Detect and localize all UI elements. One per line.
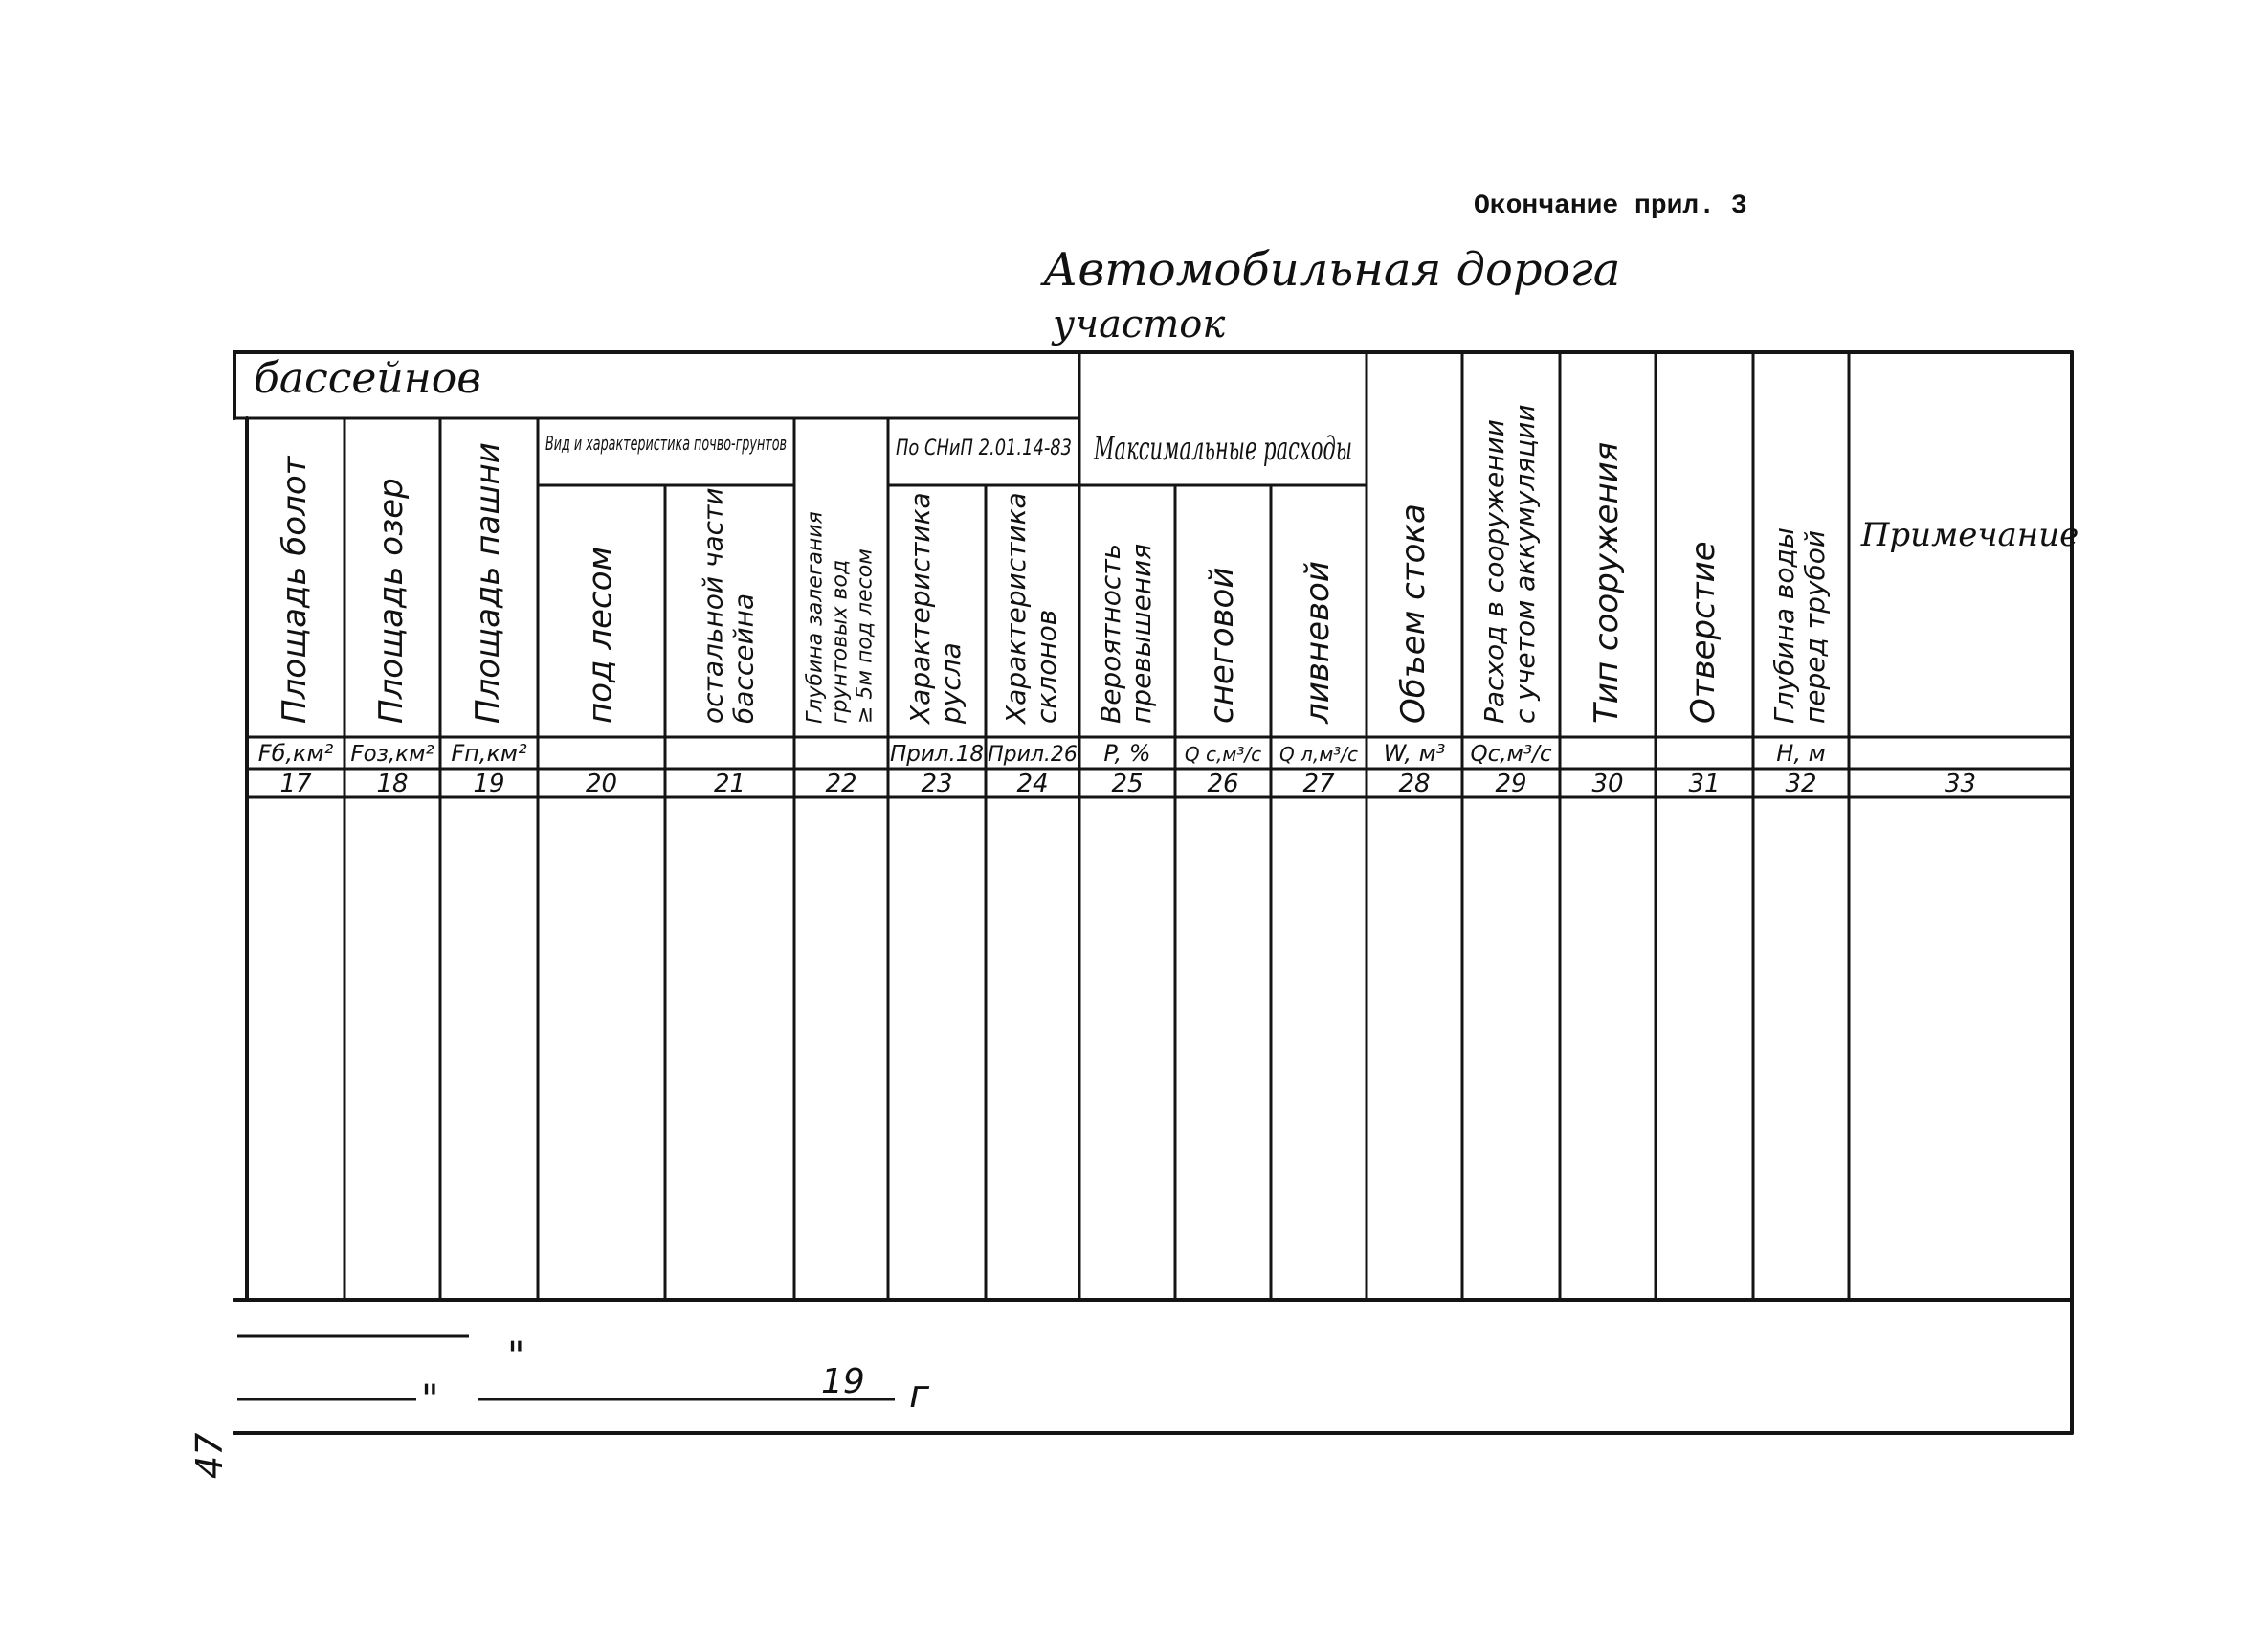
column-number: 19 <box>473 770 505 798</box>
column-header-label: бассейна <box>727 593 760 724</box>
column-header-label: Тип сооружения <box>1587 441 1626 724</box>
column-header-label: склонов <box>1030 609 1062 724</box>
column-number: 20 <box>585 770 618 798</box>
column-number: 25 <box>1111 770 1144 798</box>
column-unit: Прил.26 <box>988 743 1078 767</box>
signature-year: 19 <box>821 1362 865 1401</box>
column-number: 29 <box>1495 770 1527 798</box>
column-header-label: Объем стока <box>1393 503 1433 724</box>
column-number: 22 <box>825 770 857 798</box>
column-number: 23 <box>921 770 953 798</box>
column-header-label: грунтовых вод <box>828 559 853 724</box>
column-number: 18 <box>376 770 409 798</box>
column-unit: Fп,км² <box>451 740 527 767</box>
column-number: 28 <box>1398 770 1431 798</box>
column-header-label: с учетом аккумуляции <box>1508 404 1541 724</box>
table-grid <box>234 352 2072 1433</box>
column-number: 27 <box>1302 770 1335 798</box>
column-header-label: Характеристика <box>903 492 936 724</box>
group-snip-header: По СНиП 2.01.14-83 <box>896 436 1072 460</box>
group-soil-header: Вид и характеристика почво-грунтов <box>545 432 787 455</box>
column-header-label: Площадь болот <box>275 456 314 724</box>
column-unit: Q л,м³/с <box>1279 743 1359 766</box>
column-header-label: Глубина воды <box>1768 527 1800 724</box>
column-unit: Fб,км² <box>257 740 334 767</box>
column-unit: Прил.18 <box>889 742 985 767</box>
column-header-label: Характеристика <box>999 492 1032 724</box>
column-header-label: под лесом <box>581 546 620 724</box>
signature-year-suffix: г <box>909 1373 930 1417</box>
column-unit: Q с,м³/с <box>1184 743 1262 766</box>
column-header-label: Расход в сооружении <box>1478 419 1510 724</box>
column-header-label: ливневой <box>1298 561 1337 724</box>
column-number: 31 <box>1688 770 1721 798</box>
signature-quote-close: " <box>421 1377 439 1421</box>
column-header-label: Примечание <box>1860 516 2079 554</box>
column-header-label: ≥ 5м под лесом <box>853 548 878 724</box>
column-unit: Qс,м³/с <box>1470 742 1552 767</box>
column-unit: Fоз,км² <box>350 742 434 767</box>
column-header-label: Глубина залегания <box>803 511 828 724</box>
group-basins-header: бассейнов <box>254 354 481 403</box>
column-header-label: Площадь озер <box>371 478 411 724</box>
column-number: 17 <box>279 770 312 798</box>
column-number: 30 <box>1591 770 1624 798</box>
column-number: 32 <box>1785 770 1817 798</box>
column-header-label: остальной части <box>697 487 729 724</box>
column-unit: W, м³ <box>1383 740 1446 767</box>
column-header-label: русла <box>934 642 967 724</box>
page-number: 47 <box>189 1432 231 1479</box>
column-header-label: перед трубой <box>1798 529 1831 724</box>
section-title: участок <box>1053 302 1226 347</box>
column-header-label: снеговой <box>1202 567 1241 724</box>
column-number: 24 <box>1016 770 1049 798</box>
column-unit: P, % <box>1103 740 1151 767</box>
corner-note: Окончание прил. 3 <box>1474 191 1747 221</box>
column-number: 26 <box>1207 770 1239 798</box>
column-number: 21 <box>713 770 746 798</box>
group-max-flow-header: Максимальные расходы <box>1093 430 1352 468</box>
road-title: Автомобильная дорога <box>1043 243 1621 297</box>
column-header-label: Отверстие <box>1683 541 1723 724</box>
column-header-label: Площадь пашни <box>468 442 507 724</box>
column-header-label: превышения <box>1124 543 1157 724</box>
signature-quote-open: " <box>507 1334 525 1378</box>
column-header-label: Вероятность <box>1094 543 1126 724</box>
column-unit: H, м <box>1776 740 1826 767</box>
column-number: 33 <box>1944 770 1977 798</box>
